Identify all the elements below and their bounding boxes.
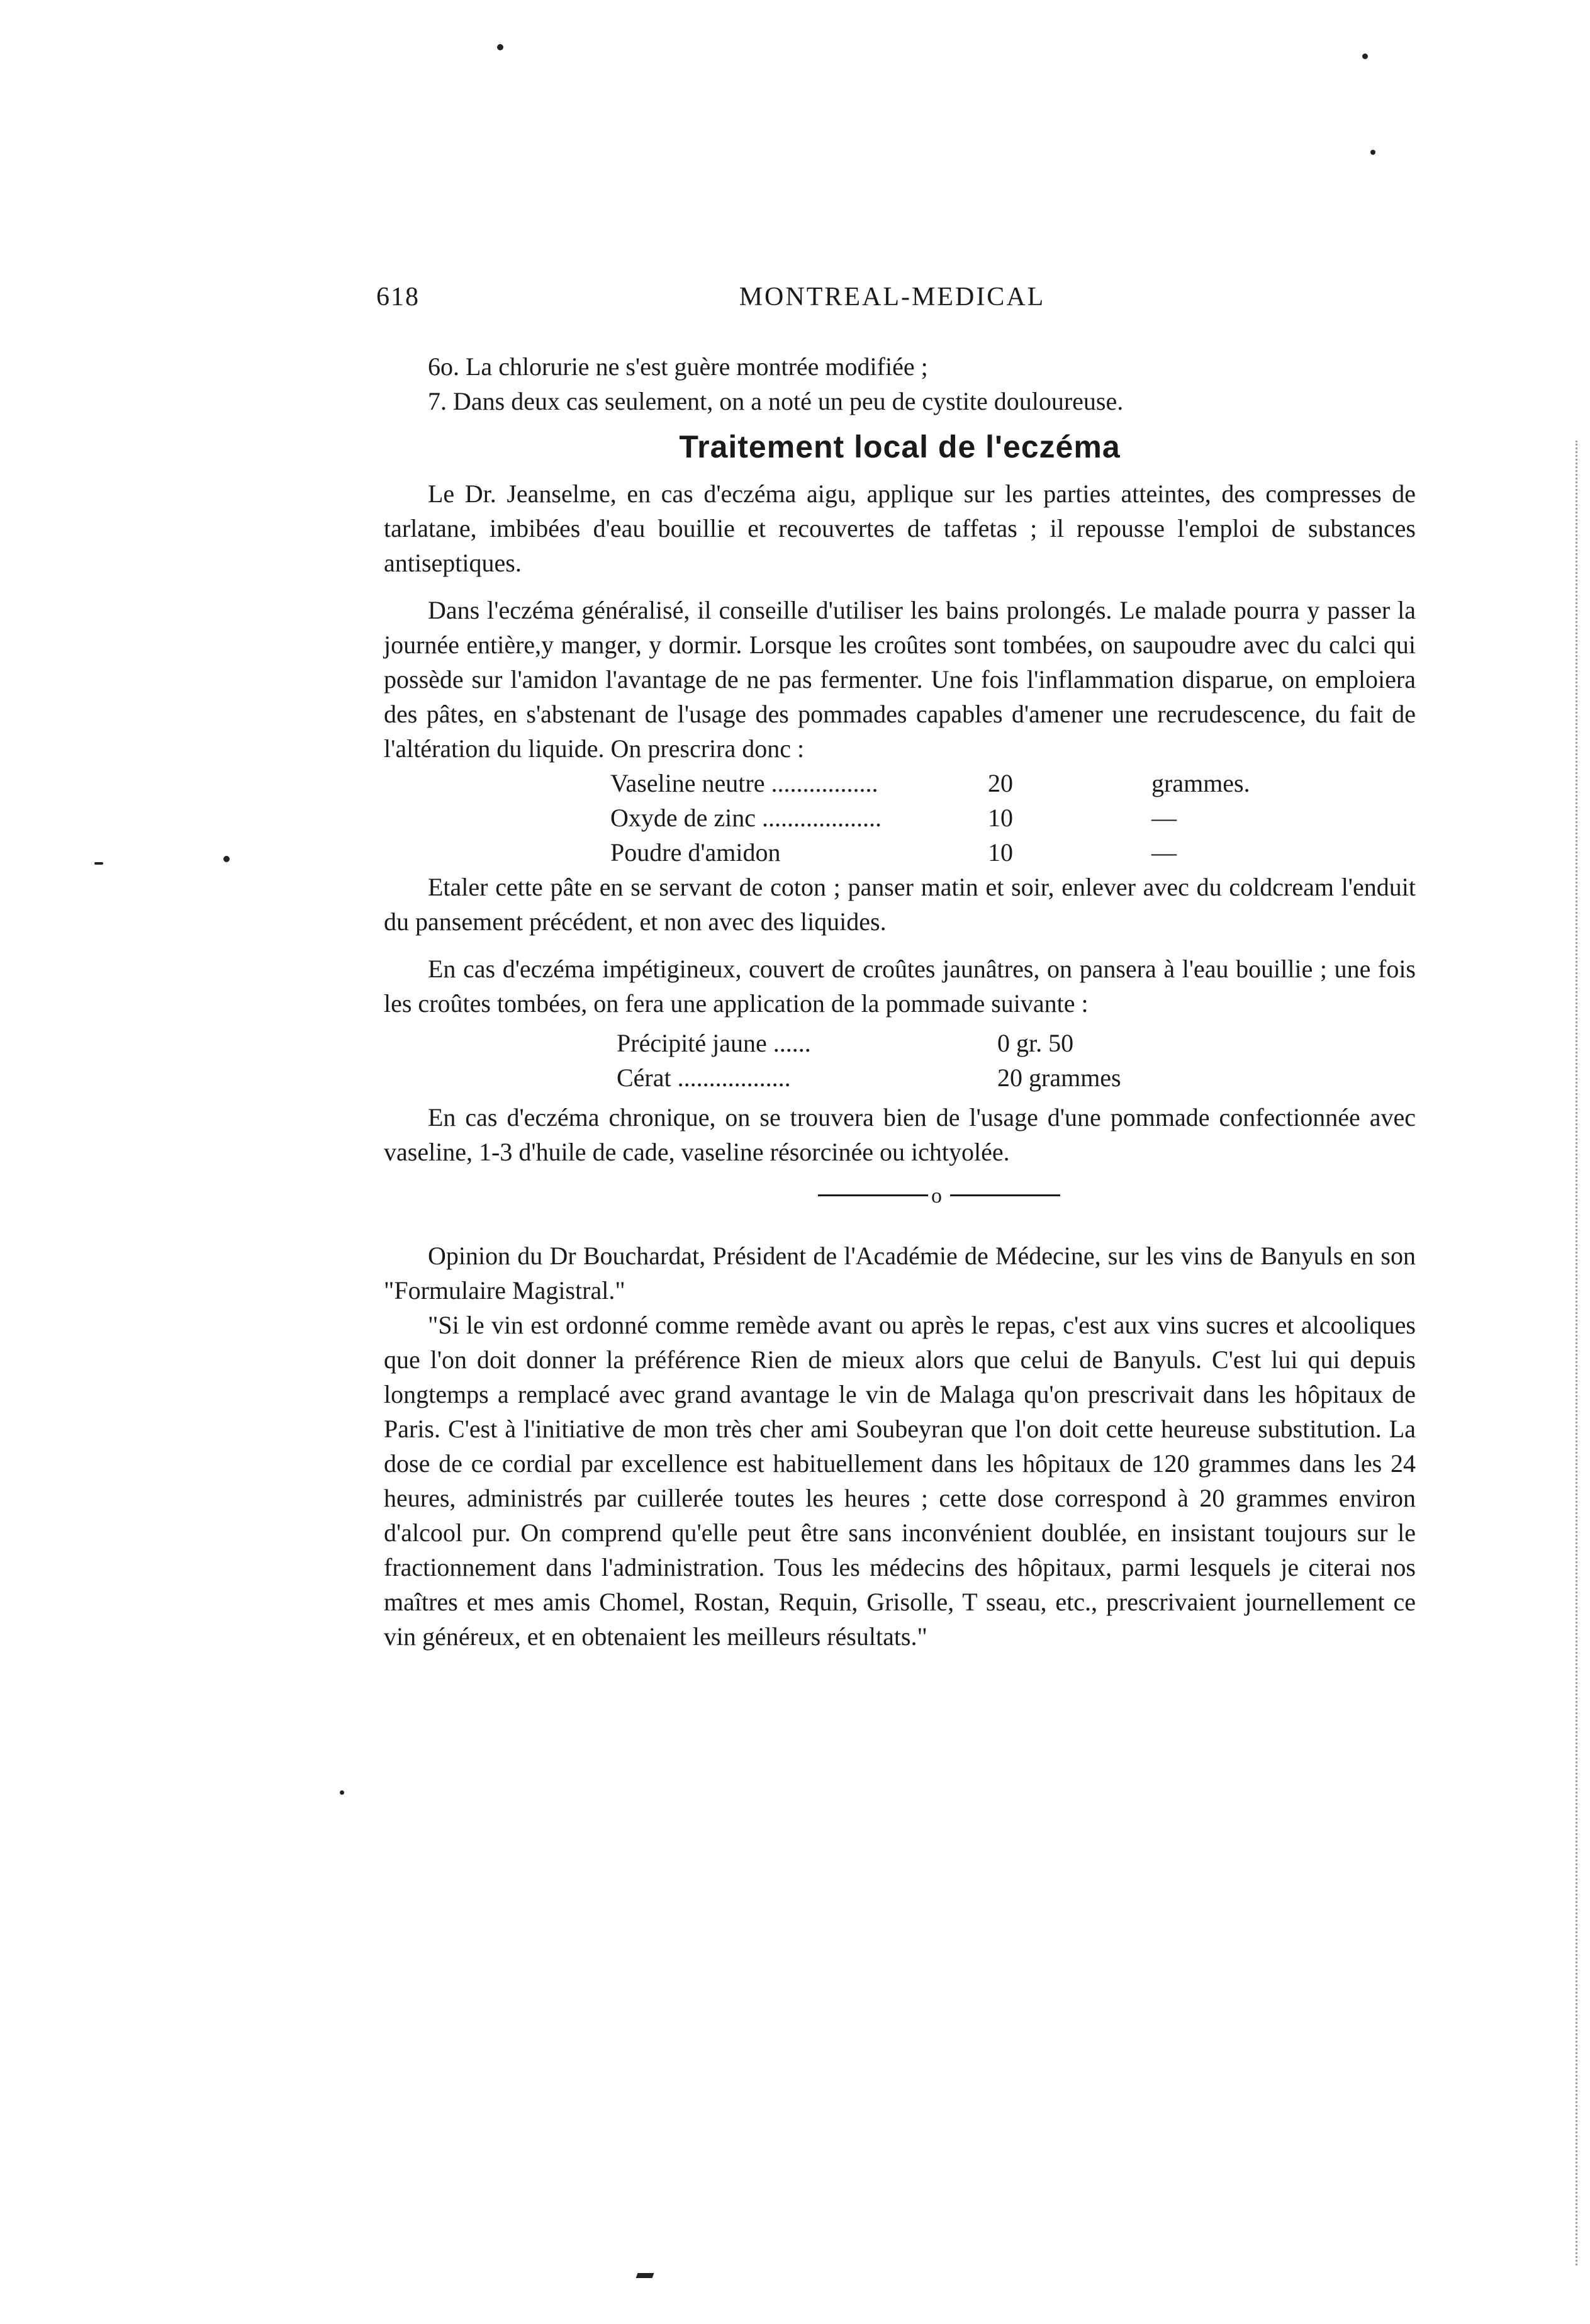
page-header bbox=[376, 282, 1421, 320]
prescription-row bbox=[617, 1060, 1416, 1095]
scan-speck bbox=[497, 44, 503, 50]
ingredient-unit: — bbox=[1151, 804, 1177, 832]
divider-line bbox=[950, 1194, 1060, 1196]
scan-speck bbox=[340, 1790, 344, 1795]
running-title: MONTREAL-MEDICAL bbox=[739, 283, 1046, 312]
ingredient-quantity: 20 bbox=[988, 769, 1013, 797]
list-item-6: 6o. La chlorurie ne s'est guère montrée modifiée ; bbox=[428, 352, 928, 381]
divider-ornament: o bbox=[931, 1184, 942, 1208]
ingredient-name: Oxyde de zinc ................... bbox=[610, 804, 882, 832]
scan-edge-shadow bbox=[1567, 441, 1577, 2265]
prescription-row bbox=[610, 835, 1416, 870]
ingredient-name: Précipité jaune ...... bbox=[617, 1029, 811, 1057]
ingredient-quantity: 20 grammes bbox=[997, 1064, 1121, 1092]
prescription-row bbox=[610, 766, 1416, 800]
paragraph: Etaler cette pâte en se servant de coton ; panser matin et soir, enlever avec du coldcream l'enduit du pansement précédent, et non avec des liquides. bbox=[384, 873, 1416, 936]
scan-speck bbox=[223, 856, 230, 862]
prescription-table bbox=[617, 1026, 1416, 1095]
ingredient-quantity: 10 bbox=[988, 804, 1013, 832]
list-item-7: 7. Dans deux cas seulement, on a noté un peu de cystite douloureuse. bbox=[428, 387, 1124, 415]
prescription-row bbox=[617, 1026, 1416, 1060]
section-divider bbox=[384, 1176, 1416, 1220]
quotation: "Si le vin est ordonné comme remède avant ou après le repas, c'est aux vins sucres et alcooliques que l'on doit donner la préférence Rien de mieux alors que celui de Banyuls. C'est lui qui depuis longtemps a remplacé avec grand avantage le vin de Malaga qu'on prescrivait dans les hôpitaux de Paris. C'est à l'initiative de mon très cher ami Soubeyran que l'on doit cette heureuse substitution. La dose de ce cordial par excellence est habituellement dans les hôpitaux de 120 grammes dans les 24 heures, administrés par cuillerée toutes les heures ; cette dose correspond à 20 grammes environ d'alcool pur. On comprend qu'elle peut être sans inconvénient doublée, en insistant toujours sur le fractionnement dans l'administration. Tous les médecins des hôpitaux, parmi lesquels je citerai nos maîtres et mes amis Chomel, Rostan, Requin, Grisolle, T sseau, etc., prescrivaient journellement ce vin généreux, et en obtenaient les meilleurs résultats." bbox=[384, 1311, 1416, 1651]
page-number: 618 bbox=[376, 283, 420, 312]
paragraph: En cas d'eczéma impétigineux, couvert de croûtes jaunâtres, on pansera à l'eau bouillie ; une fois les croûtes tombées, on fera une application de la pommade suivante : bbox=[384, 955, 1416, 1018]
ingredient-unit: — bbox=[1151, 838, 1177, 867]
divider-line bbox=[818, 1194, 928, 1196]
scan-speck bbox=[1370, 150, 1375, 155]
ingredient-quantity: 0 gr. 50 bbox=[997, 1029, 1074, 1057]
paragraph: En cas d'eczéma chronique, on se trouvera bien de l'usage d'une pommade confectionnée avec vaseline, 1-3 d'huile de cade, vaseline résorcinée ou ichtyolée. bbox=[384, 1103, 1416, 1166]
ingredient-unit: grammes. bbox=[1151, 769, 1250, 797]
section-title: Traitement local de l'eczéma bbox=[679, 429, 1121, 464]
scan-speck bbox=[94, 862, 103, 865]
ingredient-name: Vaseline neutre ................. bbox=[610, 769, 878, 797]
scan-mark bbox=[636, 2273, 654, 2278]
page-body bbox=[384, 349, 1416, 1654]
article-heading: Opinion du Dr Bouchardat, Président de l'Académie de Médecine, sur les vins de Banyuls en son "Formulaire Magistral." bbox=[384, 1242, 1416, 1305]
ingredient-name: Poudre d'amidon bbox=[610, 838, 781, 867]
prescription-table bbox=[610, 766, 1416, 870]
scan-speck bbox=[1362, 53, 1368, 59]
prescription-row bbox=[610, 800, 1416, 835]
ingredient-quantity: 10 bbox=[988, 838, 1013, 867]
ingredient-name: Cérat .................. bbox=[617, 1064, 791, 1092]
paragraph: Dans l'eczéma généralisé, il conseille d'utiliser les bains prolongés. Le malade pourra y passer la journée entière,y manger, y dormir. Lorsque les croûtes sont tombées, on saupoudre avec du calci qui possède sur l'amidon l'avantage de ne pas fermenter. Une fois l'inflammation disparue, on emploiera des pâtes, en s'abstenant de l'usage des pommades capables d'amener une recrudescence, du fait de l'altération du liquide. On prescrira donc : bbox=[384, 596, 1416, 763]
paragraph: Le Dr. Jeanselme, en cas d'eczéma aigu, applique sur les parties atteintes, des compresses de tarlatane, imbibées d'eau bouillie et recouvertes de taffetas ; il repousse l'emploi de substances antiseptiques. bbox=[384, 480, 1416, 577]
